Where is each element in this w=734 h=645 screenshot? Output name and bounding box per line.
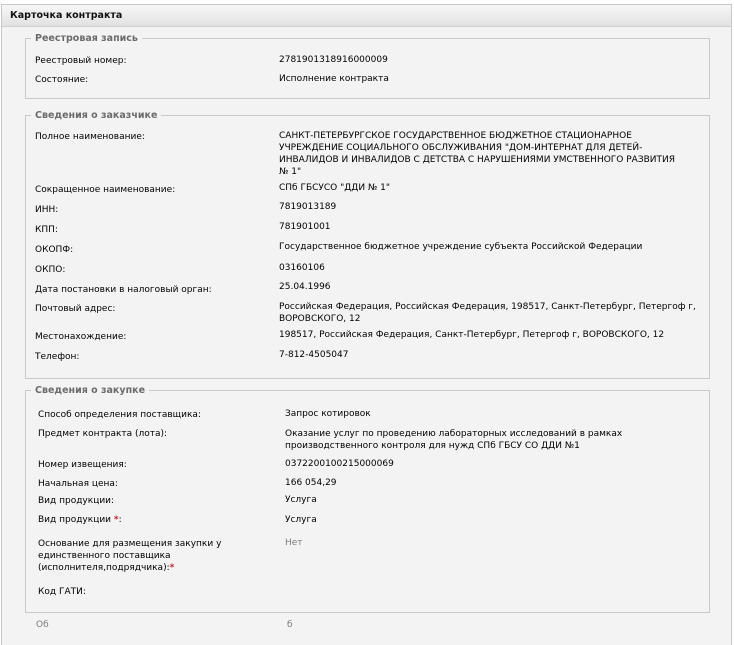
product-type-required-value: Услуга: [285, 515, 317, 525]
notice-number-value: 0372200100215000069: [285, 459, 394, 469]
short-name-value: СПб ГБСУСО "ДДИ № 1": [279, 183, 391, 193]
registry-number-value: 2781901318916000009: [279, 55, 388, 65]
phone-label: Телефон:: [35, 352, 80, 362]
supplier-method-label: Способ определения поставщика:: [38, 410, 201, 420]
location-value: 198517, Российская Федерация, Санкт-Петербург, Петергоф г, ВОРОВСКОГО, 12: [279, 330, 665, 340]
notice-number-label: Номер извещения:: [38, 460, 127, 470]
next-section-partial-left: Об: [36, 620, 49, 630]
status-value: Исполнение контракта: [279, 74, 389, 84]
tax-date-label: Дата постановки в налоговый орган:: [35, 285, 212, 295]
postal-address-line: Российская Федерация, Российская Федерация, 198517, Санкт-Петербург, Петергоф г,: [279, 302, 696, 312]
contract-subject-value: [285, 428, 622, 452]
inn-value: 7819013189: [279, 202, 337, 212]
short-name-label: Сокращенное наименование:: [35, 185, 176, 195]
full-name-line: № 1": [279, 167, 302, 177]
okopf-value: Государственное бюджетное учреждение субъекта Российской Федерации: [279, 242, 643, 252]
okopf-label: ОКОПФ:: [35, 245, 74, 255]
full-name-line: ИНВАЛИДОВ И ИНВАЛИДОВ С ДЕТСТВА С НАРУШЕНИЯМИ УМСТВЕННОГО РАЗВИТИЯ: [279, 155, 675, 165]
contract-subject-line: Оказание услуг по проведению лабораторных исследований в рамках: [285, 429, 623, 439]
product-type-label: Вид продукции:: [38, 496, 115, 506]
tax-date-value: 25.04.1996: [279, 282, 331, 292]
required-asterisk: *: [113, 515, 119, 525]
contract-card-panel: [1, 4, 732, 645]
kpp-label: КПП:: [35, 225, 58, 235]
supplier-method-value: Запрос котировок: [285, 409, 371, 419]
required-asterisk: *: [169, 563, 175, 573]
okpo-label: ОКПО:: [35, 265, 66, 275]
initial-price-value: 166 054,29: [285, 478, 337, 488]
phone-value: 7-812-4505047: [279, 350, 349, 360]
contract-subject-line: производственного контроля для нужд СПб ГБСУ СО ДДИ №1: [285, 441, 580, 451]
sole-supplier-basis-line-last: (исполнителя,подрядчика):*: [38, 563, 175, 573]
registry-legend: Реестровая запись: [35, 33, 138, 44]
next-section-partial-right: б: [287, 620, 293, 630]
full-name-value: [279, 130, 675, 178]
registry-section: [25, 33, 710, 99]
full-name-line: УЧРЕЖДЕНИЕ СОЦИАЛЬНОГО ОБСЛУЖИВАНИЯ "ДОМ-ИНТЕРНАТ ДЛЯ ДЕТЕЙ-: [279, 143, 643, 153]
status-label: Состояние:: [35, 75, 89, 85]
sole-supplier-basis-value: Нет: [285, 538, 303, 548]
full-name-label: Полное наименование:: [35, 132, 145, 142]
sole-supplier-basis-line: Основание для размещения закупки у: [38, 539, 222, 549]
inn-label: ИНН:: [35, 205, 59, 215]
location-label: Местонахождение:: [35, 332, 127, 342]
postal-address-label: Почтовый адрес:: [35, 304, 116, 314]
panel-title: Карточка контракта: [2, 5, 731, 27]
product-type-required-label: [38, 514, 122, 526]
okpo-value: 03160106: [279, 263, 325, 273]
postal-address-value: [279, 301, 696, 325]
kpp-value: 781901001: [279, 222, 331, 232]
purchase-legend: Сведения о закупке: [35, 385, 146, 396]
full-name-line: САНКТ-ПЕТЕРБУРГСКОЕ ГОСУДАРСТВЕННОЕ БЮДЖЕТНОЕ СТАЦИОНАРНОЕ: [279, 131, 632, 141]
label-colon: :: [118, 515, 122, 525]
customer-legend: Сведения о заказчике: [35, 110, 158, 121]
product-type-required-text: Вид продукции: [38, 515, 112, 525]
product-type-value: Услуга: [285, 495, 317, 505]
sole-supplier-basis-line: единственного поставщика: [38, 551, 171, 561]
registry-number-label: Реестровый номер:: [35, 56, 127, 66]
sole-supplier-basis-label: [38, 538, 221, 574]
initial-price-label: Начальная цена:: [38, 479, 118, 489]
postal-address-line: ВОРОВСКОГО, 12: [279, 314, 361, 324]
gati-code-label: Код ГАТИ:: [38, 587, 86, 597]
contract-subject-label: Предмет контракта (лота):: [38, 429, 168, 439]
